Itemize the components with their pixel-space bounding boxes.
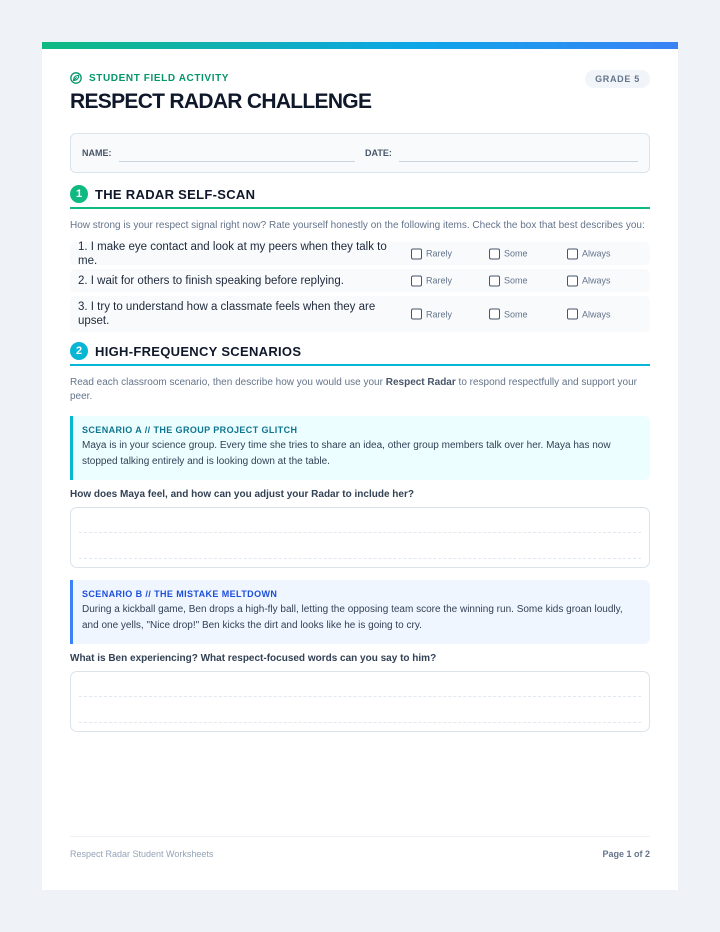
checkbox-icon[interactable]	[567, 248, 578, 259]
date-field[interactable]	[399, 161, 638, 162]
option-some[interactable]	[489, 309, 528, 320]
checkbox-icon[interactable]	[489, 275, 500, 286]
option-label: Always	[582, 275, 611, 286]
scenario-b-answer-box[interactable]	[70, 671, 650, 732]
section-2-number: 2	[70, 342, 88, 360]
option-label: Some	[504, 275, 528, 286]
answer-line	[79, 532, 641, 533]
self-scan-row	[70, 242, 650, 265]
self-scan-row	[70, 296, 650, 332]
leaf-icon	[70, 72, 82, 84]
self-scan-rows	[70, 242, 650, 332]
answer-line	[79, 558, 641, 559]
eyebrow-text: STUDENT FIELD ACTIVITY	[89, 72, 230, 84]
scenario-a-label: SCENARIO A // THE GROUP PROJECT GLITCH	[82, 425, 298, 435]
option-label: Rarely	[426, 309, 453, 319]
scenario-a-question: How does Maya feel, and how can you adjust your Radar to include her?	[70, 489, 414, 500]
checkbox-icon[interactable]	[567, 275, 578, 286]
scenario-a-card	[70, 416, 650, 480]
option-label: Some	[504, 309, 528, 319]
checkbox-icon[interactable]	[411, 309, 422, 320]
description-bold: Respect Radar	[385, 377, 456, 388]
scenario-b-card	[70, 580, 650, 644]
checkbox-icon[interactable]	[411, 248, 422, 259]
name-field[interactable]	[119, 161, 355, 162]
description-text: to respond respectfully and support your peer.	[70, 377, 637, 402]
scenario-b-label: SCENARIO B // THE MISTAKE MELTDOWN	[82, 589, 278, 599]
section-1-description: How strong is your respect signal right now? Rate yourself honestly on the following items. Check the box that best describes you:	[70, 220, 645, 231]
eyebrow	[70, 71, 650, 85]
self-scan-statement: 1. I make eye contact and look at my peers when they talk to me.	[78, 240, 387, 267]
section-self-scan	[70, 185, 650, 332]
section-2-title: HIGH-FREQUENCY SCENARIOS	[95, 343, 302, 359]
section-1-number: 1	[70, 185, 88, 203]
page-number: Page 1 of 2	[602, 849, 650, 859]
section-2-description	[70, 376, 650, 404]
worksheet-content	[70, 71, 650, 732]
page-title: RESPECT RADAR CHALLENGE	[70, 90, 372, 113]
answer-line	[79, 722, 641, 723]
option-rarely[interactable]	[411, 309, 452, 320]
option-label: Always	[582, 309, 611, 319]
self-scan-statement: 2. I wait for others to finish speaking before replying.	[78, 274, 344, 287]
page-footer	[70, 836, 650, 859]
checkbox-icon[interactable]	[489, 248, 500, 259]
option-rarely[interactable]	[411, 275, 452, 286]
checkbox-icon[interactable]	[411, 275, 422, 286]
footer-title: Respect Radar Student Worksheets	[70, 849, 214, 859]
option-label: Always	[582, 248, 611, 259]
checkbox-icon[interactable]	[489, 309, 500, 320]
name-label: NAME:	[82, 148, 112, 158]
gradient-top-bar	[42, 42, 678, 49]
date-label: DATE:	[365, 148, 392, 158]
option-some[interactable]	[489, 248, 528, 259]
description-text: Read each classroom scenario, then describe how you would use your	[70, 377, 386, 388]
option-label: Rarely	[426, 248, 453, 259]
grade-badge: GRADE 5	[585, 70, 650, 88]
option-rarely[interactable]	[411, 248, 452, 259]
scenario-b-text: During a kickball game, Ben drops a high-fly ball, letting the opposing team score the winning run. Some kids groan loudly, and one yells, "Nice drop!" Ben kicks the dirt and looks like he is going to cry.	[82, 604, 623, 631]
option-label: Some	[504, 248, 528, 259]
checkbox-icon[interactable]	[567, 309, 578, 320]
name-date-box	[70, 133, 650, 173]
option-always[interactable]	[567, 248, 611, 259]
scenario-a-text: Maya is in your science group. Every time she tries to share an idea, other group members talk over her. Maya has now stopped talking entirely and is looking down at the table.	[82, 440, 611, 467]
option-label: Rarely	[426, 275, 453, 286]
option-always[interactable]	[567, 309, 611, 320]
section-2-header	[70, 342, 650, 366]
option-always[interactable]	[567, 275, 611, 286]
section-1-header	[70, 185, 650, 209]
option-some[interactable]	[489, 275, 528, 286]
section-scenarios	[70, 342, 650, 732]
answer-line	[79, 696, 641, 697]
section-1-title: THE RADAR SELF-SCAN	[95, 186, 256, 202]
scenario-b-question: What is Ben experiencing? What respect-focused words can you say to him?	[70, 653, 437, 664]
scenario-a-answer-box[interactable]	[70, 507, 650, 568]
self-scan-row	[70, 269, 650, 292]
self-scan-statement: 3. I try to understand how a classmate feels when they are upset.	[78, 301, 376, 327]
worksheet-page	[42, 42, 678, 890]
